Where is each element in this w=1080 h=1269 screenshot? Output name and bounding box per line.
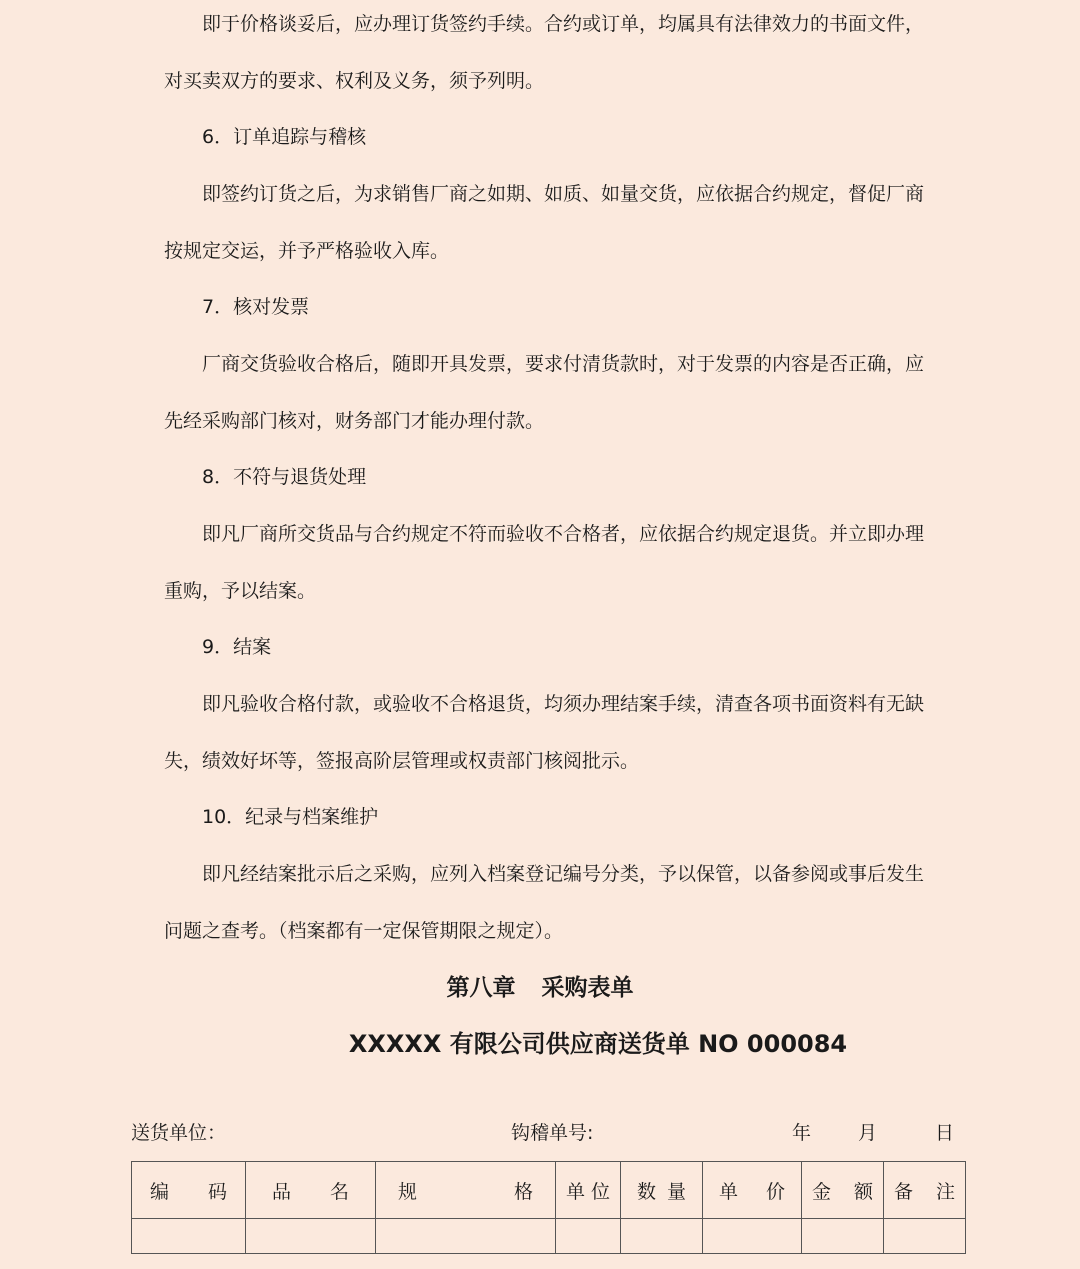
column-header-amount: 金 额 (802, 1162, 884, 1219)
column-header-unit: 单 位 (556, 1162, 621, 1219)
table-header-row (132, 1162, 966, 1219)
table-cell[interactable] (556, 1219, 621, 1254)
column-header-unit-price: 单 价 (703, 1162, 802, 1219)
section-heading: 9．结案 (202, 636, 272, 658)
paragraph-line: 问题之查考。（档案都有一定保管期限之规定）。 (164, 920, 564, 942)
chapter-title (0, 974, 1080, 1002)
supplier-label: 送货单位： (131, 1122, 227, 1144)
column-header-spec: 规 格 (376, 1162, 556, 1219)
delivery-form-table (131, 1161, 966, 1254)
paragraph-line: 按规定交运，并予严格验收入库。 (164, 240, 450, 262)
paragraph-line: 重购，予以结案。 (164, 580, 317, 602)
day-label: 日 (935, 1122, 955, 1144)
chapter-name: 采购表单 (541, 975, 634, 1001)
paragraph-line: 失，绩效好坏等，签报高阶层管理或权责部门核阅批示。 (164, 750, 640, 772)
table-cell[interactable] (703, 1219, 802, 1254)
chapter-number: 第八章 (446, 975, 516, 1001)
order-number-label: 钩稽单号: (511, 1122, 594, 1144)
table-cell[interactable] (132, 1219, 246, 1254)
paragraph-line: 厂商交货验收合格后，随即开具发票，要求付清货款时，对于发票的内容是否正确，应 (202, 353, 925, 375)
year-label: 年 (792, 1122, 812, 1144)
column-header-remarks: 备 注 (884, 1162, 966, 1219)
paragraph-line: 即凡厂商所交货品与合约规定不符而验收不合格者，应依据合约规定退货。并立即办理 (202, 523, 925, 545)
table-cell[interactable] (802, 1219, 884, 1254)
paragraph-line: 即凡经结案批示后之采购，应列入档案登记编号分类，予以保管，以备参阅或事后发生 (202, 863, 925, 885)
paragraph-line: 即凡验收合格付款，或验收不合格退货，均须办理结案手续，清查各项书面资料有无缺 (202, 693, 925, 715)
paragraph-line: 即于价格谈妥后，应办理订货签约手续。合约或订单，均属具有法律效力的书面文件， (202, 13, 925, 35)
table-row (132, 1219, 966, 1254)
section-heading: 10．纪录与档案维护 (202, 806, 379, 828)
table-cell[interactable] (246, 1219, 376, 1254)
section-heading: 6．订单追踪与稽核 (202, 126, 367, 148)
paragraph-line: 先经采购部门核对，财务部门才能办理付款。 (164, 410, 545, 432)
table-cell[interactable] (376, 1219, 556, 1254)
column-header-quantity: 数 量 (621, 1162, 703, 1219)
table-cell[interactable] (884, 1219, 966, 1254)
paragraph-line: 对买卖双方的要求、权利及义务，须予列明。 (164, 70, 545, 92)
paragraph-line: 即签约订货之后，为求销售厂商之如期、如质、如量交货，应依据合约规定，督促厂商 (202, 183, 925, 205)
column-header-name: 品 名 (246, 1162, 376, 1219)
month-label: 月 (858, 1122, 878, 1144)
form-title: XXXXX 有限公司供应商送货单 NO 000084 (348, 1030, 848, 1058)
column-header-code: 编 码 (132, 1162, 246, 1219)
table-cell[interactable] (621, 1219, 703, 1254)
section-heading: 7．核对发票 (202, 296, 310, 318)
section-heading: 8．不符与退货处理 (202, 466, 367, 488)
